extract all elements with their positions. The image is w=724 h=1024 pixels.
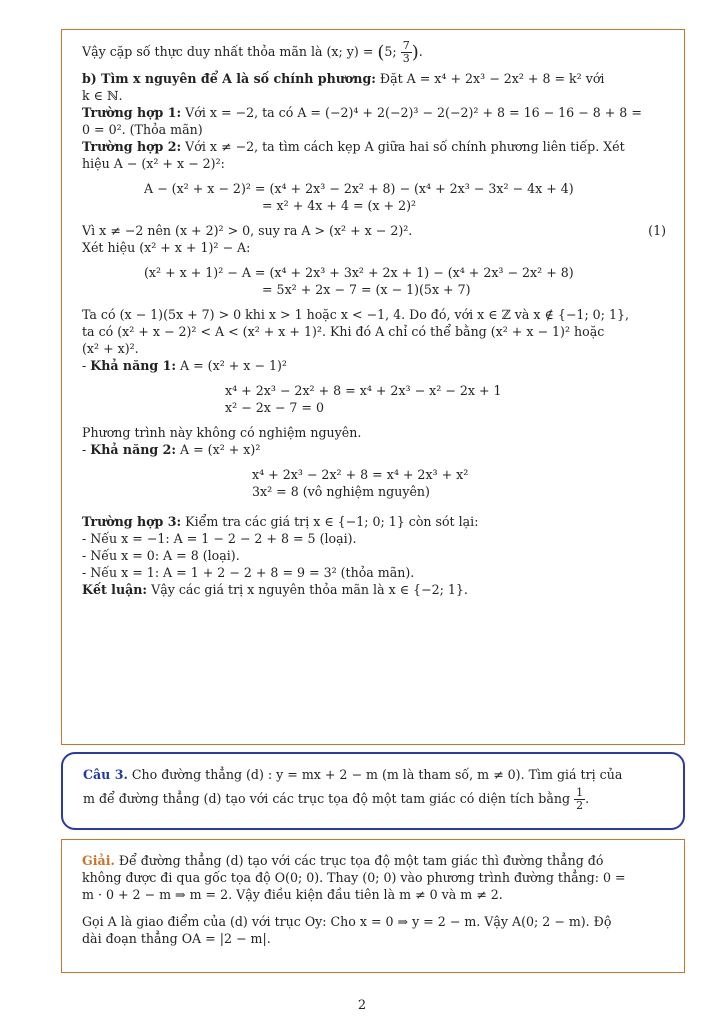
question-3-line-1: Câu 3. Cho đường thẳng (d) : y = mx + 2 − m (m là tham số, m ≠ 0). Tìm giá trị của	[83, 767, 623, 782]
solution-box-part-b	[61, 29, 685, 745]
equation-block-2: (x² + x + 1)² − A = (x⁴ + 2x³ + 3x² + 2x + 1) − (x⁴ + 2x³ − 2x² + 8) = 5x² + 2x − 7 = (x − 1)(5x + 7)	[144, 265, 574, 297]
question-3-box	[61, 752, 685, 830]
possibility-1: - Khả năng 1: A = (x² + x − 1)²	[82, 358, 287, 373]
solution-p1-line-1: Giải. Để đường thẳng (d) tạo với các trục tọa độ một tam giác thì đường thẳng đó	[82, 853, 604, 868]
bracket-text-3: (x² + x)².	[82, 341, 139, 356]
inequality-1: Vì x ≠ −2 nên (x + 2)² > 0, suy ra A > (x² + x − 2)². (1)	[82, 223, 666, 238]
page-number: 2	[357, 998, 367, 1013]
no-integer-solution: Phương trình này không có nghiệm nguyên.	[82, 425, 362, 440]
equation-block-3: x⁴ + 2x³ − 2x² + 8 = x⁴ + 2x³ − x² − 2x + 1 x² − 2x − 7 = 0	[225, 383, 502, 415]
bracket-text-2: ta có (x² + x − 2)² < A < (x² + x + 1)². Khi đó A chỉ có thể bằng (x² + x − 1)² hoặc	[82, 324, 605, 339]
final-conclusion: Kết luận: Vậy các giá trị x nguyên thỏa mãn là x ∈ {−2; 1}.	[82, 582, 468, 597]
fraction-1-2: $\frac{1}{2}$	[576, 786, 584, 812]
case-3: Trường hợp 3: Kiểm tra các giá trị x ∈ {−1; 0; 1} còn sót lại:	[82, 514, 479, 529]
case-1: Trường hợp 1: Với x = −2, ta có A = (−2)⁴ + 2(−2)³ − 2(−2)² + 8 = 16 − 16 − 8 + 8 =	[82, 105, 642, 120]
equation-block-1: A − (x² + x − 2)² = (x⁴ + 2x³ − 2x² + 8) − (x⁴ + 2x³ − 3x² − 4x + 4) = x² + 4x + 4 = (x + 2)²	[144, 181, 574, 213]
solution-box-question-3	[61, 839, 685, 973]
fraction-7-3: $\frac{7}{3}$	[402, 39, 410, 65]
equation-block-4: x⁴ + 2x³ − 2x² + 8 = x⁴ + 2x³ + x² 3x² = 8 (vô nghiệm nguyên)	[252, 467, 469, 499]
solution-p1-line-3: m · 0 + 2 − m ⇒ m = 2. Vậy điều kiện đầu tiên là m ≠ 0 và m ≠ 2.	[82, 887, 503, 902]
case-2-cont: hiệu A − (x² + x − 2)²:	[82, 156, 225, 171]
conclusion-part-a: Vậy cặp số thực duy nhất thỏa mãn là (x; y) = (5; $\frac{7}{3}$ ).	[82, 39, 423, 65]
difference-intro: Xét hiệu (x² + x + 1)² − A:	[82, 240, 251, 255]
case-1-cont: 0 = 0². (Thỏa mãn)	[82, 122, 203, 137]
check-x-1: - Nếu x = 1: A = 1 + 2 − 2 + 8 = 9 = 3² (thỏa mãn).	[82, 565, 415, 580]
part-b-intro: b) Tìm x nguyên để A là số chính phương: Đặt A = x⁴ + 2x³ − 2x² + 8 = k² với	[82, 71, 605, 86]
solution-p1-line-2: không được đi qua gốc tọa độ O(0; 0). Thay (0; 0) vào phương trình đường thẳng: 0 =	[82, 870, 626, 885]
solution-p2-line-1: Gọi A là giao điểm của (d) với trục Oy: Cho x = 0 ⇒ y = 2 − m. Vậy A(0; 2 − m). Độ	[82, 914, 612, 929]
possibility-2: - Khả năng 2: A = (x² + x)²	[82, 442, 261, 457]
check-x-minus-1: - Nếu x = −1: A = 1 − 2 − 2 + 8 = 5 (loại).	[82, 531, 357, 546]
equation-tag: (1)	[648, 223, 666, 238]
bracket-text-1: Ta có (x − 1)(5x + 7) > 0 khi x > 1 hoặc x < −1, 4. Do đó, với x ∈ ℤ và x ∉ {−1; 0; 1},	[82, 307, 629, 322]
part-b-intro-cont: k ∈ ℕ.	[82, 88, 123, 103]
case-2: Trường hợp 2: Với x ≠ −2, ta tìm cách kẹp A giữa hai số chính phương liên tiếp. Xét	[82, 139, 625, 154]
solution-p2-line-2: dài đoạn thẳng OA = |2 − m|.	[82, 931, 271, 946]
question-3-line-2: m để đường thẳng (d) tạo với các trục tọa độ một tam giác có diện tích bằng $\frac{1}{2}$ .	[83, 786, 590, 812]
check-x-0: - Nếu x = 0: A = 8 (loại).	[82, 548, 240, 563]
